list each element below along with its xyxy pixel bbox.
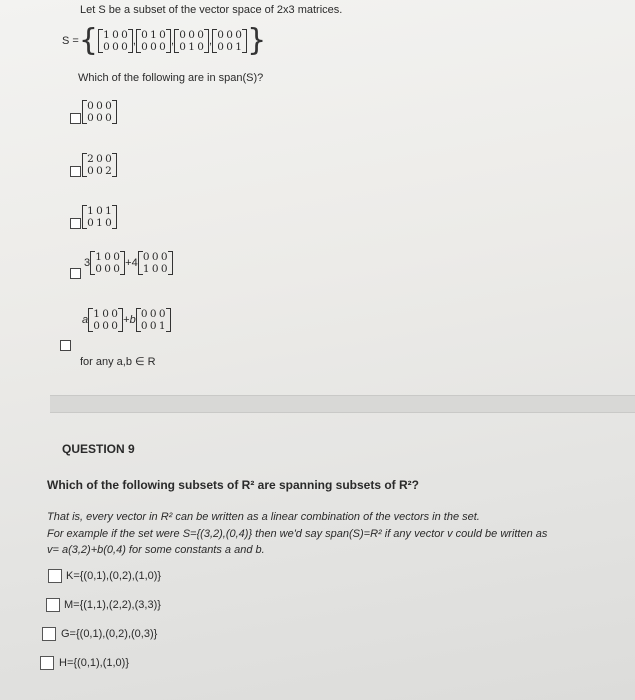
matrix-entry: 0 [105,217,112,229]
q9-explain-1: That is, every vector in R² can be written as a linear combination of the vectors in the set. [47,511,480,523]
matrix-entry: 0 [160,251,168,263]
matrix-entry: 0 [104,251,111,263]
matrix-entries [86,205,113,229]
matrix-entries [102,29,129,53]
matrix-entry: 0 [102,320,109,332]
matrix-entry: 0 [105,100,112,112]
matrix-entry: 1 [188,41,195,53]
q8-option-4-checkbox[interactable] [70,268,81,279]
matrix-entry: 0 [151,263,159,275]
matrix-entry: 0 [149,320,157,332]
matrix-entry: 2 [87,153,94,165]
matrix-entries [94,251,121,275]
matrix-entry: 0 [149,308,157,320]
matrix-entry: 1 [158,320,166,332]
matrix-entry: 0 [105,153,112,165]
matrix-entry: 0 [121,29,128,41]
q9-explain-2: For example if the set were S={(3,2),(0,4)} then we'd say span(S)=R² if any vector v could be written as [47,528,548,540]
matrix-entry: 0 [111,308,118,320]
matrix-entry: 0 [140,308,148,320]
matrix-entry: 0 [150,41,157,53]
matrix-entry: 0 [112,41,119,53]
matrix-entry: 0 [113,263,120,275]
matrix-entry: 0 [105,112,112,124]
q9-option-h-checkbox[interactable] [40,656,54,670]
matrix-entries [140,308,167,332]
set-matrix-4 [212,29,247,53]
matrix-entry: 1 [235,41,242,53]
q8-option-3-checkbox[interactable] [70,218,81,229]
matrix-entry: 0 [111,320,118,332]
q8-option-1-checkbox[interactable] [70,113,81,124]
matrix-entry: 2 [105,165,112,177]
matrix-entries [86,153,113,177]
matrix-entry: 0 [87,100,94,112]
q8-option-4 [84,251,173,275]
coefficient-a: a [82,314,89,326]
set-s-label: S = [62,35,79,47]
matrix-entry: 0 [226,41,233,53]
q9-option-h: H={(0,1),(1,0)} [59,657,130,669]
question-separator [50,395,635,413]
set-matrix-2 [136,29,171,53]
matrix-entry: 0 [158,308,166,320]
matrix-entry: 0 [141,29,148,41]
matrix-entry: 0 [104,263,111,275]
matrix-entry: 0 [197,41,204,53]
matrix-entry: 0 [113,251,120,263]
matrix-entry: 1 [142,263,150,275]
matrix-entry: 0 [217,29,224,41]
matrix-entry: 0 [87,165,94,177]
matrix-entry: 0 [142,251,150,263]
q9-option-m-checkbox[interactable] [46,598,60,612]
matrix-entries [216,29,243,53]
q9-option-g-checkbox[interactable] [42,627,56,641]
plus-sign: + [123,314,130,326]
matrix-entries [92,308,119,332]
matrix-entry: 1 [96,217,103,229]
q8-option-2-checkbox[interactable] [70,166,81,177]
q8-option-5-checkbox[interactable] [60,340,71,351]
matrix-entry: 0 [140,320,148,332]
matrix-entry: 0 [226,29,233,41]
matrix-entry: 0 [159,41,166,53]
matrix-entry: 1 [87,205,94,217]
for-any-note: for any a,b ∈ R [80,356,156,368]
matrix-entry: 0 [235,29,242,41]
close-brace: } [247,23,267,58]
coefficient-3: 3 [84,257,91,269]
matrix-entries [178,29,205,53]
matrix-entry: 0 [95,263,102,275]
matrix-entry: 0 [96,165,103,177]
q8-option-3 [82,201,117,229]
matrix-entry: 0 [179,29,186,41]
matrix-entry: 0 [159,29,166,41]
matrix-entry: 0 [96,100,103,112]
q8-question: Which of the following are in span(S)? [78,72,264,84]
q9-option-k-checkbox[interactable] [48,569,62,583]
matrix-entries [86,100,113,124]
open-brace: { [78,23,98,58]
matrix-entry: 1 [103,29,110,41]
set-matrix-1 [98,29,133,53]
q8-intro: Let S be a subset of the vector space of 2x3 matrices. [80,4,343,16]
set-matrix-3 [174,29,209,53]
matrix-entry: 0 [217,41,224,53]
plus-sign: + [125,257,132,269]
coefficient-4: 4 [131,257,138,269]
matrix-entry: 0 [87,217,94,229]
matrix-entry: 0 [96,112,103,124]
q9-option-g: G={(0,1),(0,2),(0,3)} [61,628,158,640]
matrix-entries [142,251,169,275]
matrix-entry: 0 [96,205,103,217]
q8-option-5 [82,308,171,332]
q8-option-1 [82,96,117,124]
q8-option-2 [82,149,117,177]
matrix-entry: 0 [141,41,148,53]
matrix-entry: 1 [150,29,157,41]
matrix-entry: 0 [103,41,110,53]
matrix-entry: 0 [121,41,128,53]
matrix-entry: 0 [102,308,109,320]
matrix-entry: 0 [112,29,119,41]
q9-option-k: K={(0,1),(0,2),(1,0)} [66,570,162,582]
question-9-heading: QUESTION 9 [62,442,135,456]
matrix-entry: 1 [95,251,102,263]
q9-explain-3: v= a(3,2)+b(0,4) for some constants a and b. [47,544,265,556]
q9-question: Which of the following subsets of R² are spanning subsets of R²? [47,478,420,492]
matrix-entry: 1 [93,308,100,320]
matrix-entry: 0 [96,153,103,165]
q9-option-m: M={(1,1),(2,2),(3,3)} [64,599,161,611]
set-s-definition: S = { 1 0 0 0 0 0 , 0 1 0 0 0 0 , 0 0 0 0 1 0 , 0 0 0 0 0 1 } [62,23,267,58]
matrix-entry: 0 [151,251,159,263]
matrix-entry: 1 [105,205,112,217]
matrix-entry: 0 [93,320,100,332]
matrix-entry: 0 [188,29,195,41]
coefficient-b: b [129,314,136,326]
matrix-entry: 0 [179,41,186,53]
matrix-entries [140,29,167,53]
matrix-entry: 0 [87,112,94,124]
matrix-entry: 0 [197,29,204,41]
matrix-entry: 0 [160,263,168,275]
